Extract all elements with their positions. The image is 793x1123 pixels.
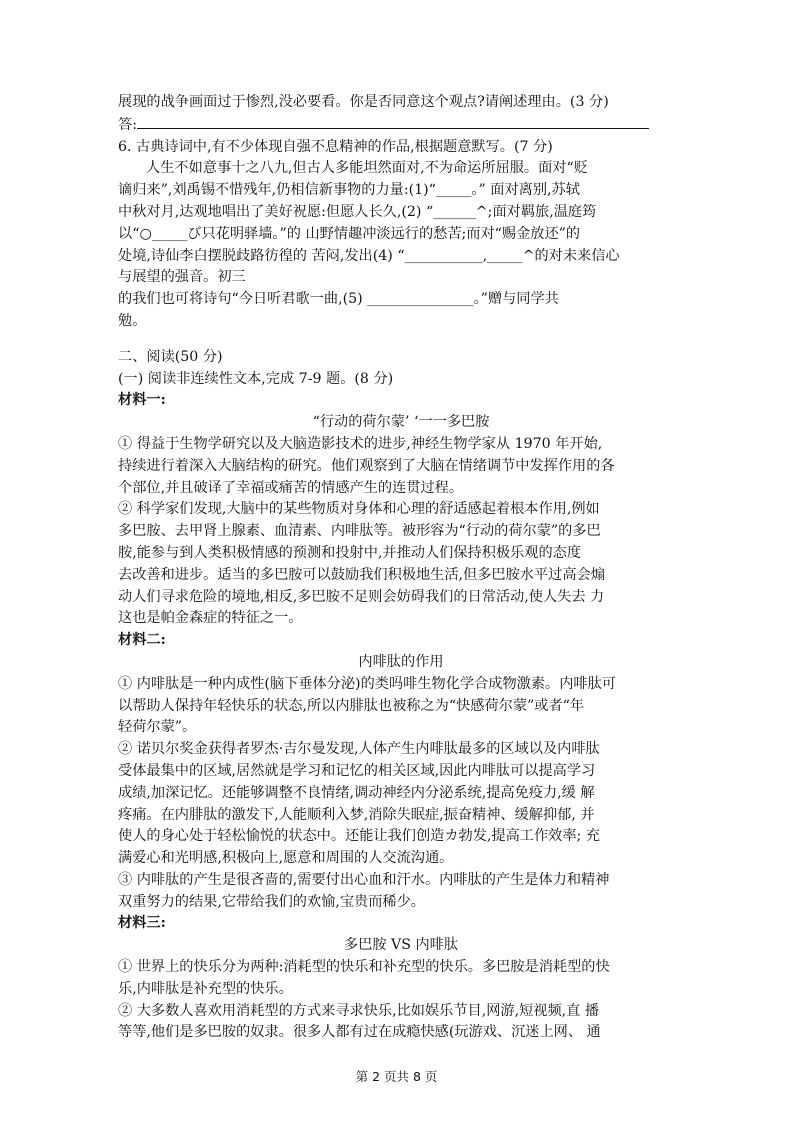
- paragraph-line: 个部位,并且破译了幸福或痛苦的情感产生的连贯过程。: [118, 479, 464, 496]
- q6-text-line: 以“○_____び只花明驿墙。”的 山野情趣冲淡远行的愁苦;而对“赐金放还”的: [118, 225, 581, 242]
- paragraph-line: ② 科学家们发现,大脑中的某些物质对身体和心理的舒适感起着根本作用,例如: [118, 501, 600, 518]
- section-heading: 二、阅读(50 分): [118, 348, 223, 365]
- material-3-label: 材料三:: [118, 915, 166, 932]
- paragraph-line: 去改善和进步。适当的多巴胺可以鼓励我们积极地生活,但多巴胺水平过高会煽: [118, 566, 605, 583]
- material-1-label: 材料一:: [118, 392, 166, 409]
- paragraph-line: ② 大多数人喜欢用消耗型的方式来寻求快乐,比如娱乐节目,网游,短视频,直 播: [118, 1002, 600, 1019]
- paragraph-line: 以帮助人保持年轻快乐的状态,所以内腓肽也被称之为“快感荷尔蒙”或者“年: [118, 697, 585, 714]
- paragraph-line: 乐,内啡肽是补充型的快乐。: [118, 980, 293, 997]
- answer-line: [118, 114, 684, 137]
- paragraph-line: 多巴胺、去甲肾上腺素、血清素、内啡肽等。被形容为“行动的荷尔蒙”的多巴: [118, 523, 601, 540]
- paragraph-line: 受体最集中的区域,居然就是学习和记忆的相关区域,因此内啡肽可以提高学习: [118, 762, 596, 779]
- paragraph-line: ① 得益于生物学研究以及大脑造影技术的进步,神经生物学家从 1970 年开始,: [118, 435, 603, 452]
- paragraph-line: ① 内啡肽是一种内成性(脑下垂体分泌)的类吗啡生物化学合成物激素。内啡肽可: [118, 675, 616, 692]
- material-2-label: 材料二:: [118, 632, 166, 649]
- document-page: [118, 92, 684, 1044]
- paragraph-line: ③ 内啡肽的产生是很吝啬的,需要付出心血和汗水。内啡肽的产生是体力和精神: [118, 871, 610, 888]
- q6-text-line: 勉。: [118, 312, 147, 329]
- q6-text-line: 谪归来”,刘禹锡不惜残年,仍相信新事物的力量:(1)“_____。” 面对离别,苏轼: [118, 182, 580, 199]
- paragraph-line: 使人的身心处于轻松愉悦的状态中。还能让我们创造カ勃发,提高工作效率; 充: [118, 828, 600, 845]
- paragraph-line: 等等,他们是多巴胺的奴隶。很多人都有过在成瘾快感(玩游戏、沉迷上网、 通: [118, 1024, 601, 1041]
- paragraph-line: 双重努力的结果,它带给我们的欢愉,宝贵而稀少。: [118, 893, 425, 910]
- q6-text-line: 处境,诗仙李白摆脱歧路彷徨的 苦闷,发出(4) “___________,_____^的对未来信心: [118, 247, 620, 264]
- material-3-title: 多巴胺 VS 内啡肽: [343, 937, 459, 954]
- page-footer: 第 2 页共 8 页: [355, 1069, 438, 1084]
- section-subheading: (一) 阅读非连续性文本,完成 7-9 题。(8 分): [118, 370, 394, 387]
- paragraph-line: 疼痛。在内腓肽的激发下,人能顺利入梦,消除失眠症,振奋精神、缓解抑郁, 并: [118, 806, 595, 823]
- paragraph-line: 胺,能参与到人类积极情感的预测和投射中,并推动人们保持积极乐观的态度: [118, 544, 582, 561]
- question-6-title: 6. 古典诗词中,有不少体现自强不息精神的作品,根据题意默写。(7 分): [118, 138, 553, 155]
- answer-blank: [137, 114, 649, 129]
- paragraph-line: ② 诺贝尔奖金获得者罗杰·吉尔曼发现,人体产生内啡肽最多的区域以及内啡肽: [118, 741, 600, 758]
- q6-text-line: 与展望的强音。初三: [118, 269, 246, 286]
- paragraph-line: 成绩,加深记忆。还能够调整不良情绪,调动神经内分泌系统,提高免疫力,缓 解: [118, 784, 595, 801]
- material-2-title: 内啡肽的作用: [358, 653, 444, 670]
- paragraph-line: 这也是帕金森症的特征之一。: [118, 610, 303, 627]
- q6-text-line: 人生不如意事十之八九,但古人多能坦然面对,不为命运所屈服。面对“贬: [146, 160, 588, 177]
- material-1-title: “行动的荷尔蒙’ ‘一一多巴胺: [312, 414, 490, 431]
- question-5-tail: 展现的战争画面过于惨烈,没必要看。你是否同意这个观点?请阐述理由。(3 分): [118, 94, 609, 110]
- paragraph-line: 持续进行着深入大脑结构的研究。他们观察到了大脑在情绪调节中发挥作用的各: [118, 457, 615, 474]
- q6-text-line: 中秋对月,达观地唱出了美好祝愿:但愿人长久,(2) “______^;面对羁旅,温庭筠: [118, 203, 597, 220]
- answer-label: 答:: [118, 116, 137, 133]
- paragraph-line: 满爱心和光明感,积极向上,愿意和周围的人交流沟通。: [118, 850, 454, 867]
- paragraph-line: 轻荷尔蒙”。: [118, 719, 197, 736]
- paragraph-line: 动人们寻求危险的境地,相反,多巴胺不足则会妨碍我们的日常活动,使人失去 力: [118, 588, 605, 605]
- q6-text-line: 的我们也可将诗句“今日听君歌一曲,(5) _______________。”赠与同学共: [118, 291, 559, 308]
- paragraph-line: ① 世界上的快乐分为两种:消耗型的快乐和补充型的快乐。多巴胺是消耗型的快: [118, 959, 610, 976]
